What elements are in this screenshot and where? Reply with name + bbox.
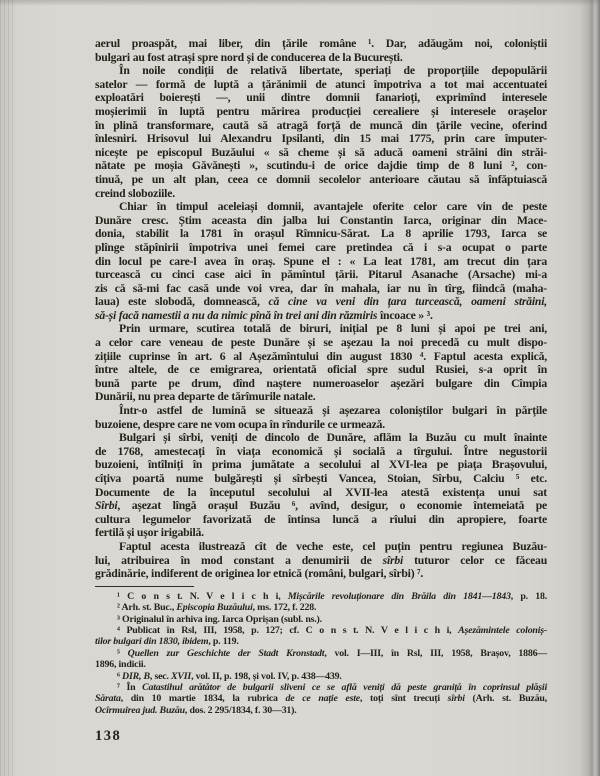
text-line <box>95 227 547 241</box>
italic-text-segment: Quellen zur Geschichte der Stadt Kronstadt <box>127 647 325 659</box>
text-segment: zis că să-mi fac casă unde voi vrea, dar în mahala, iar nu în tîrg, fiindcă (maha- <box>95 281 547 295</box>
text-line <box>95 614 547 625</box>
text-line <box>95 214 547 228</box>
text-line <box>95 200 547 214</box>
text-segment: nicește pe episcopul Buzăului « să cheme și să aducă oameni străini din străi- <box>95 145 547 159</box>
page-number: 138 <box>95 728 122 744</box>
text-segment: Bulgari și sîrbi, veniți de dincolo de Dunăre, aflăm la Buzău cu mult înainte <box>119 431 547 445</box>
page-top-shadow <box>0 0 600 6</box>
text-line <box>95 295 547 309</box>
text-segment: , așezat lîngă orașul Buzău ⁶, avînd, desigur, o economie întemeiată pe <box>117 499 547 513</box>
italic-text-segment: Sîrbi <box>95 499 118 513</box>
text-line <box>95 445 547 459</box>
text-line <box>95 404 547 418</box>
text-segment: buzoiene, despre care ne vom ocupa în rîndurile ce urmează. <box>95 417 385 431</box>
text-line <box>95 625 547 636</box>
italic-text-segment: sîrbi <box>447 693 465 705</box>
text-line <box>95 282 547 296</box>
text-segment: , sec. <box>149 670 172 682</box>
text-column <box>95 37 547 716</box>
text-line <box>95 499 547 513</box>
text-segment: , ms. 172, f. 228. <box>252 602 317 614</box>
text-line <box>95 309 547 323</box>
text-segment: între altele, de ce emigrarea, orientată oficial spre sudul Rusiei, s-a oprit în <box>95 363 547 377</box>
text-segment: , toți sînt trecuți <box>359 693 448 705</box>
italic-text-segment: Așezămintele coloniș- <box>458 624 547 636</box>
text-line <box>95 705 547 716</box>
text-segment: cultura legumelor favorizată de întinsa luncă a rîului din apropiere, foarte <box>95 512 547 526</box>
text-line <box>95 431 547 445</box>
text-line <box>95 390 547 404</box>
text-segment: încoace » ³. <box>377 308 433 322</box>
text-line <box>95 255 547 269</box>
body-text <box>95 37 547 581</box>
text-line <box>95 567 547 581</box>
text-segment: Dunăre cresc. Știm aceasta din jalba lui Constantin Iarca, originar din Mace- <box>95 213 547 227</box>
italic-text-segment: de ce nație este <box>285 693 360 705</box>
text-line <box>95 159 547 173</box>
text-line <box>95 377 547 391</box>
text-line <box>95 458 547 472</box>
italic-text-segment: Episcopia Buzăului <box>176 602 253 614</box>
text-segment: bună parte pe drum, dînd naștere numeroaselor așezări bulgare din Cîmpia <box>95 376 547 390</box>
text-line <box>95 682 547 693</box>
text-line <box>95 526 547 540</box>
text-segment: ¹ C o n s t. N. V e l i c h i, <box>117 590 288 602</box>
text-segment: din locul pe care-l avea în oraș. Spune el : « La leat 1781, am trecut din țara <box>95 254 547 268</box>
text-line <box>95 173 547 187</box>
text-line <box>95 472 547 486</box>
text-line <box>95 648 547 659</box>
text-line <box>95 132 547 146</box>
text-line <box>95 78 547 92</box>
text-line <box>95 602 547 613</box>
text-segment: ³ Originalul în arhiva ing. Iarca Oprișan (subl. ns.). <box>117 613 322 625</box>
text-segment: grădinărie, indiferent de originea lor etnică (români, bulgari, sîrbi) ⁷. <box>95 567 424 581</box>
text-segment: zițiile cuprinse în art. 6 al Așezămîntului din august 1830 ⁴. Faptul acesta explică, <box>95 349 547 363</box>
italic-text-segment: XVII <box>171 670 192 682</box>
text-segment: ⁷ În <box>117 682 143 693</box>
text-segment: ⁴ Publicat în Rsl, III, 1958, p. 127; cf. C o n s t. N. V e l i c h i, <box>117 624 459 636</box>
text-segment: 1896, indicii. <box>95 659 146 671</box>
text-line <box>95 591 547 602</box>
text-segment: tinuă, pe un alt plan, ceea ce domnii secolelor anterioare căutau să înfăptuiască <box>95 172 547 186</box>
text-line <box>95 105 547 119</box>
text-line <box>95 671 547 682</box>
text-line <box>95 540 547 554</box>
text-segment: , vol. I—III, în Rsl, III, 1958, Brașov, 1886— <box>324 647 547 659</box>
italic-text-segment: Sărata <box>95 693 121 705</box>
italic-text-segment: să-și facă namestii a nu da nimic pînă în trei ani din răzmiris <box>95 308 378 322</box>
text-line <box>95 241 547 255</box>
text-line <box>95 363 547 377</box>
text-line <box>95 51 547 65</box>
text-segment: nătate pe moșia Găvănești », scutindu-i de orice dajdie timp de 8 luni ², con- <box>95 159 547 173</box>
footnotes <box>95 591 547 716</box>
text-segment: moșierimii în luptă pentru mărirea producției cerealiere și interesele orașelor <box>95 104 547 118</box>
text-segment: în plină transformare, caută să atragă forță de muncă din țările vecine, oferind <box>95 118 547 132</box>
text-line <box>95 64 547 78</box>
text-segment: fertilă și ușor irigabilă. <box>95 526 204 540</box>
text-line <box>95 659 547 670</box>
text-line <box>95 187 547 201</box>
text-line <box>95 554 547 568</box>
text-line <box>95 322 547 336</box>
text-segment: (Arh. st. Buzău, <box>464 693 547 705</box>
text-segment: , vol. II, p. 198, și vol. IV, p. 438—439. <box>191 670 342 682</box>
text-segment: ⁵ <box>117 647 128 659</box>
italic-text-segment: Mișcările revoluționare din Brăila din 1841—1843 <box>287 590 511 602</box>
text-segment: buzoieni, întîlniți în prima jumătate a secolului al XVI-lea pe piața Brașovului, <box>95 458 547 472</box>
italic-text-segment: tilor bulgari din 1830, ibidem <box>95 636 209 648</box>
text-segment: , p. 18. <box>510 590 547 602</box>
text-segment: ² Arh. st. Buc., <box>117 602 177 614</box>
text-segment: laua) este slobodă, domnească, <box>95 295 269 309</box>
text-segment: , din 10 martie 1834, la rubrica <box>120 693 286 705</box>
text-line <box>95 513 547 527</box>
text-segment: lui, atribuirea în mod constant a denumirii de <box>95 553 383 567</box>
text-line <box>95 418 547 432</box>
text-segment: plînge stăpînirii împotriva unei femei care pretindea că i s-a ocupat o parte <box>95 240 547 254</box>
text-line <box>95 91 547 105</box>
text-line <box>95 119 547 133</box>
text-segment: aerul proaspăt, mai liber, din țările române ¹. Dar, adăugăm noi, coloniștii <box>95 37 547 50</box>
text-line <box>95 37 547 51</box>
text-segment: Dunării, nu prea departe de tărîmurile natale. <box>95 390 316 404</box>
text-segment: ⁶ <box>117 670 123 682</box>
text-segment: Faptul acesta ilustrează cît de veche este, cel puțin pentru regiunea Buzău- <box>119 539 547 553</box>
text-segment: creind sloboziile. <box>95 186 175 200</box>
text-line <box>95 486 547 500</box>
text-segment: donia, stabilit la 1781 în orașul Rîmnicu-Sărat. La 8 aprilie 1793, Iarca se <box>95 227 547 241</box>
text-line <box>95 636 547 647</box>
italic-text-segment: sîrbi <box>382 553 404 567</box>
footnote-separator-rule <box>95 586 194 587</box>
text-segment: bulgari au fost atrași spre nord și de conducerea de la București. <box>95 50 403 64</box>
text-segment: de 1768, amestecați în viața economică și socială a tîrgului. Între negustorii <box>95 444 547 458</box>
text-line <box>95 350 547 364</box>
text-segment: Documente de la începutul secolului al XVII-lea atestă existența unui sat <box>95 485 547 499</box>
text-segment: exploatări boierești —, unii dintre domnii fanarioți, exprimînd interesele <box>95 91 547 105</box>
text-segment: , dos. 2 295/1834, f. 30—31). <box>184 704 297 716</box>
text-segment: , p. 119. <box>208 636 239 648</box>
text-segment: înlesniri. Hrisovul lui Alexandru Ipsilanti, din 15 mai 1775, prin care împuter- <box>95 132 547 146</box>
text-segment: tuturor celor ce făceau <box>403 553 547 567</box>
italic-text-segment: Ocîrmuirea jud. Buzău <box>95 704 185 716</box>
page-gutter-shadow <box>0 0 16 776</box>
italic-text-segment: că cine va veni din țara turcească, oameni străini, <box>268 295 547 309</box>
text-segment: Într-o astfel de lumină se situează și așezarea coloniștilor bulgari în părțile <box>119 404 547 418</box>
text-line <box>95 268 547 282</box>
text-segment: satelor — formă de luptă a țărănimii de atunci împotriva a tot mai accentuatei <box>95 77 547 91</box>
text-segment: Chiar în timpul aceleiași domnii, avantajele oferite celor care vin de peste <box>119 200 547 214</box>
text-segment: cîțiva poartă nume bulgărești și sîrbești Vancea, Stoian, Sîrbu, Calciu ⁵ etc. <box>95 472 547 485</box>
italic-text-segment: Catastihul arătător de bulgarii sliveni ce se află veniți dă peste graniță în coprinsul plășii <box>142 682 547 693</box>
text-segment: În noile condiții de relativă libertate, speriați de proporțiile depopulării <box>119 64 547 78</box>
text-segment: a celor care veneau de peste Dunăre și se așezau la noi precedă cu mult dispo- <box>95 336 547 350</box>
text-line <box>95 693 547 704</box>
text-segment: turcească cu cinci case aici în pămîntul țării. Pitarul Asanache (Arsache) mi-a <box>95 268 547 282</box>
italic-text-segment: DIR, B <box>122 670 150 682</box>
text-line <box>95 336 547 350</box>
text-line <box>95 146 547 160</box>
text-segment: Prin urmare, scutirea totală de biruri, inițial pe 8 luni și apoi pe trei ani, <box>119 322 547 336</box>
